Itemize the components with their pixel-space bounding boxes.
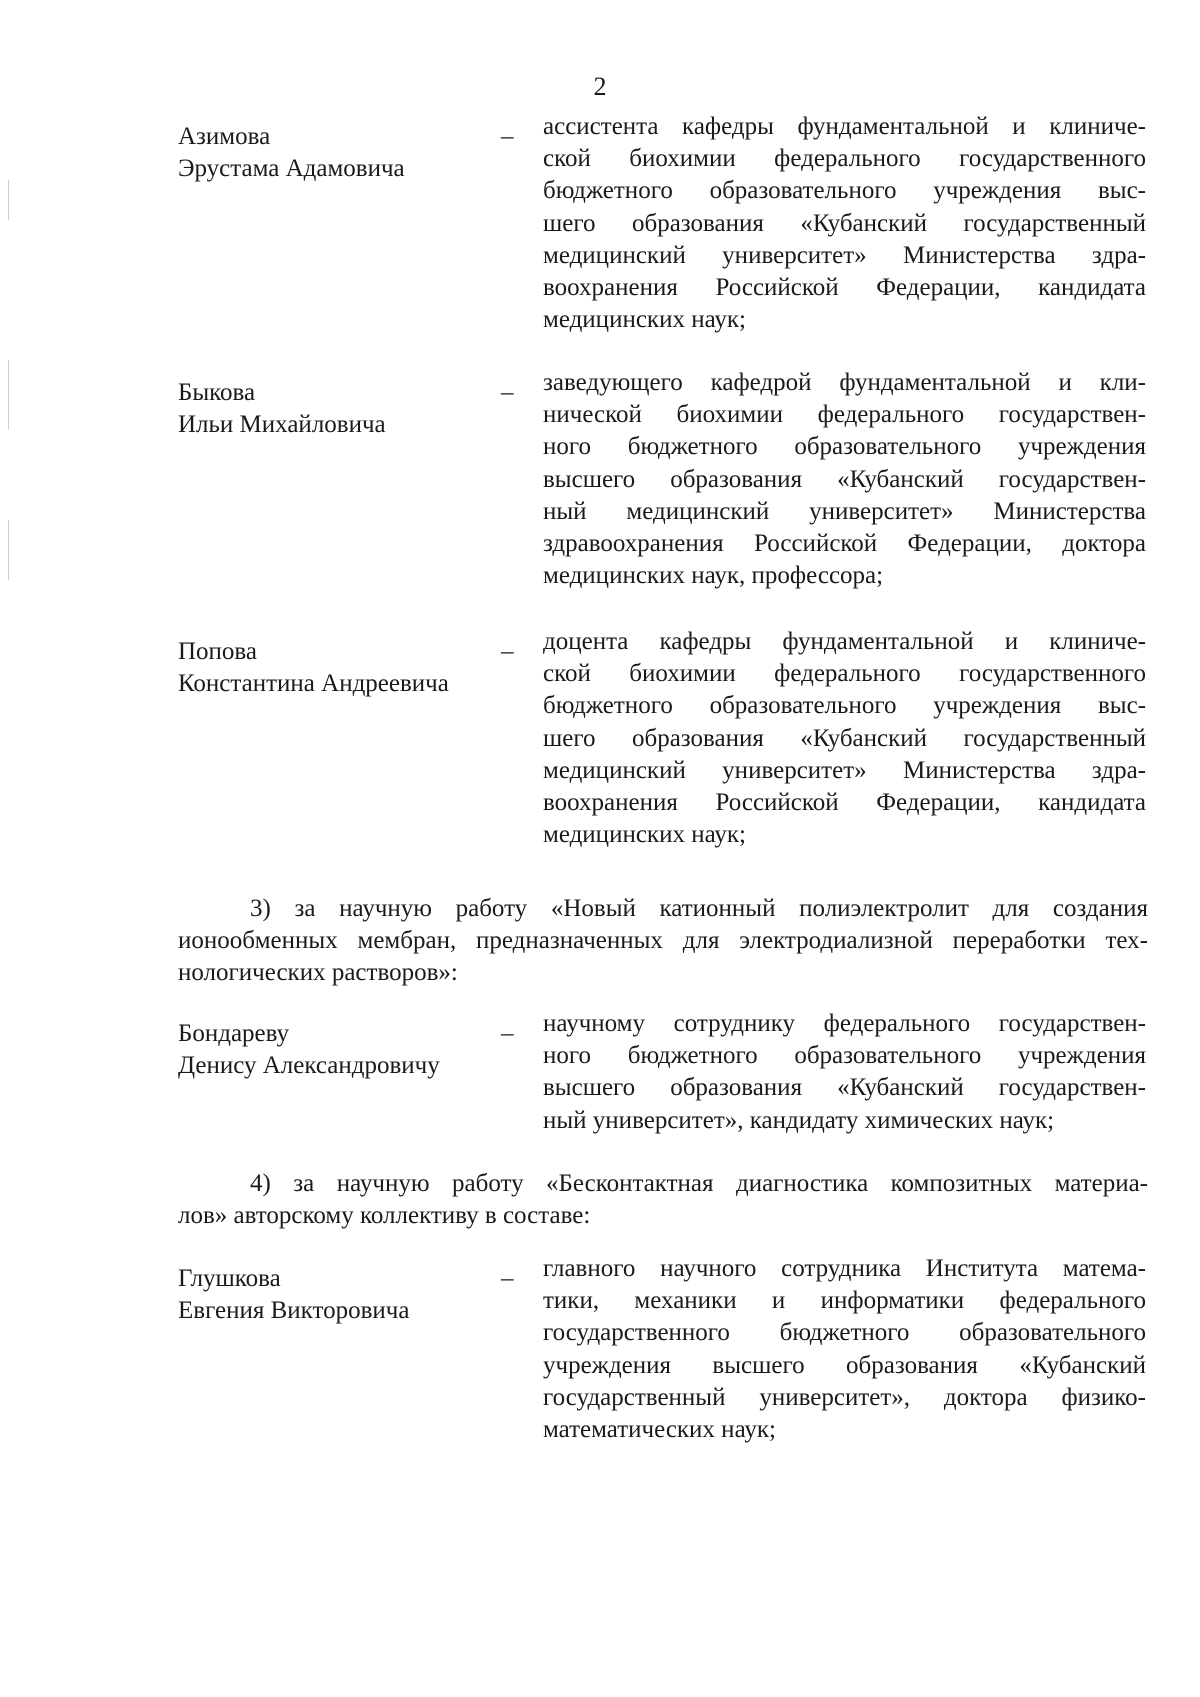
position-line: ный университет», кандидату химических наук;	[543, 1106, 1055, 1134]
paragraph-line: нологических растворов»:	[178, 959, 458, 986]
position-line: ного бюджетного образовательного учреждения	[543, 433, 1146, 461]
position-line: ской биохимии федерального государственного	[543, 145, 1146, 173]
recipient-position	[543, 1253, 1146, 1446]
recipient-surname: Попова	[178, 638, 258, 665]
position-line: бюджетного образовательного учреждения выс-	[543, 692, 1146, 720]
recipient-given-names: Константина Андреевича	[178, 670, 449, 697]
recipient-surname: Бондареву	[178, 1020, 290, 1047]
position-line: учреждения высшего образования «Кубанский	[543, 1351, 1146, 1379]
position-line: бюджетного образовательного учреждения выс-	[543, 177, 1146, 205]
position-line: медицинских наук, профессора;	[543, 562, 884, 590]
recipient-given-names: Эрустама Адамовича	[178, 155, 405, 182]
dash-separator: –	[501, 379, 514, 406]
recipient-surname: Быкова	[178, 379, 256, 406]
paragraph-line: 3) за научную работу «Новый катионный полиэлектролит для создания	[250, 895, 1148, 922]
position-line: воохранения Российской Федерации, кандидата	[543, 274, 1146, 302]
award-paragraph	[178, 1168, 1148, 1232]
position-line: математических наук;	[543, 1416, 776, 1444]
recipient-position	[543, 1008, 1146, 1137]
position-line: шего образования «Кубанский государственный	[543, 209, 1146, 237]
scan-margin-mark	[8, 360, 9, 430]
recipient-surname: Азимова	[178, 123, 271, 150]
position-line: тики, механики и информатики федерального	[543, 1287, 1146, 1315]
dash-separator: –	[501, 1020, 514, 1047]
dash-separator: –	[501, 1265, 514, 1292]
position-line: медицинский университет» Министерства здра-	[543, 756, 1146, 784]
position-line: медицинских наук;	[543, 821, 746, 849]
position-line: шего образования «Кубанский государственный	[543, 724, 1146, 752]
award-paragraph	[178, 893, 1148, 989]
position-line: государственный университет», доктора физико-	[543, 1383, 1146, 1411]
position-line: государственного бюджетного образовательного	[543, 1319, 1146, 1347]
position-line: высшего образования «Кубанский государствен-	[543, 1074, 1146, 1102]
position-line: главного научного сотрудника Института матема-	[543, 1255, 1146, 1282]
recipient-position	[543, 367, 1146, 592]
position-line: научному сотруднику федерального государствен-	[543, 1010, 1146, 1037]
dash-separator: –	[501, 123, 514, 150]
position-line: нической биохимии федерального государствен-	[543, 401, 1146, 429]
position-line: ного бюджетного образовательного учреждения	[543, 1042, 1146, 1070]
position-line: воохранения Российской Федерации, кандидата	[543, 789, 1146, 817]
position-line: доцента кафедры фундаментальной и клиниче-	[543, 628, 1146, 655]
paragraph-line: лов» авторскому коллективу в составе:	[178, 1202, 591, 1229]
paragraph-line: ионообменных мембран, предназначенных для электродиализной переработки тех-	[178, 927, 1148, 954]
recipient-name	[178, 1018, 498, 1082]
recipient-position	[543, 626, 1146, 851]
position-line: медицинский университет» Министерства здра-	[543, 241, 1146, 269]
position-line: ской биохимии федерального государственного	[543, 660, 1146, 688]
recipient-name	[178, 1263, 498, 1327]
recipient-name	[178, 636, 498, 700]
position-line: ный медицинский университет» Министерства	[543, 497, 1146, 525]
position-line: ассистента кафедры фундаментальной и клиниче-	[543, 113, 1146, 140]
paragraph-line: 4) за научную работу «Бесконтактная диагностика композитных материа-	[250, 1170, 1148, 1197]
scan-margin-mark	[8, 180, 9, 220]
page-number: 2	[593, 72, 607, 101]
dash-separator: –	[501, 638, 514, 665]
recipient-given-names: Ильи Михайловича	[178, 411, 386, 438]
recipient-name	[178, 121, 498, 185]
scan-margin-mark	[8, 520, 9, 580]
recipient-name	[178, 377, 498, 441]
position-line: высшего образования «Кубанский государствен-	[543, 465, 1146, 493]
position-line: здравоохранения Российской Федерации, доктора	[543, 530, 1146, 558]
position-line: медицинских наук;	[543, 306, 746, 334]
recipient-given-names: Евгения Викторовича	[178, 1297, 410, 1324]
recipient-surname: Глушкова	[178, 1265, 281, 1292]
recipient-position	[543, 111, 1146, 336]
recipient-given-names: Денису Александровичу	[178, 1052, 440, 1079]
position-line: заведующего кафедрой фундаментальной и кли-	[543, 369, 1146, 396]
